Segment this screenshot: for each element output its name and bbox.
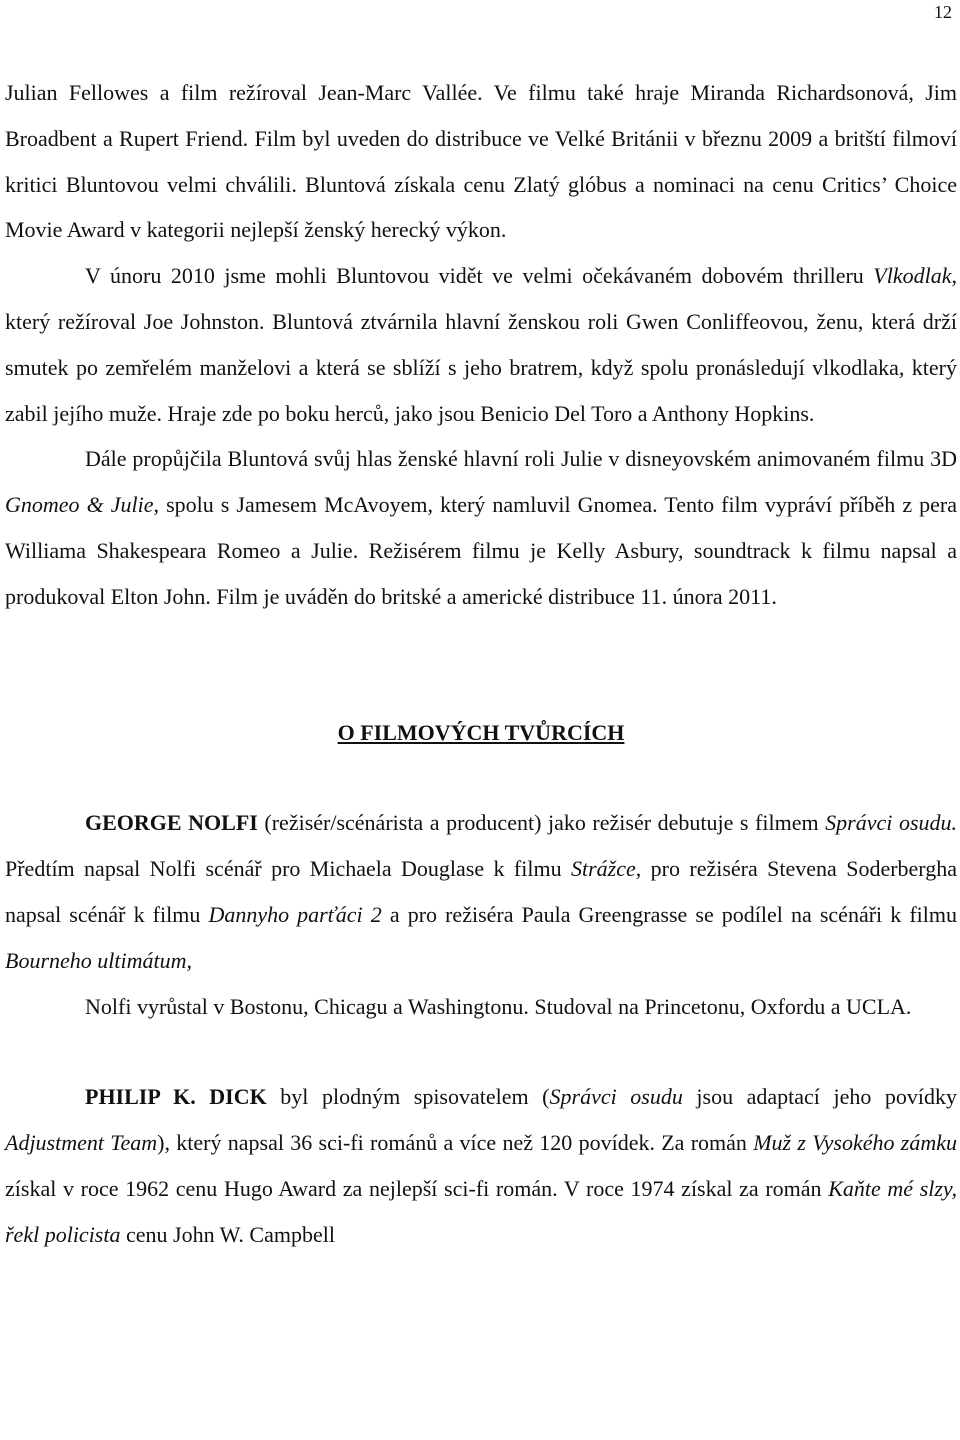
section-heading: O FILMOVÝCH TVŮRCÍCH — [337, 719, 625, 745]
text: , který režíroval Joe Johnston. Bluntová ztvárnila hlavní ženskou roli Gwen Conliffeovou, ženu, která drží smutek po zemřelém manželovi a která se sblíží s jeho bratrem, když spolu pronásledují vlkodlaka, který zabil jejího muže. Hraje zde po boku herců, jako jsou Benicio Del Toro a Anthony Hopkins. — [5, 263, 957, 426]
film-title: Správci osudu. — [825, 810, 958, 836]
novel-title: Muž z Vysokého zámku — [753, 1130, 958, 1156]
film-title: Správci osudu — [549, 1084, 683, 1110]
paragraph-blunt-awards — [5, 70, 957, 253]
paragraph-gnomeo — [5, 436, 957, 619]
film-title: Strážce — [571, 856, 636, 882]
film-title: Vlkodlak — [873, 263, 952, 289]
film-title: Gnomeo & Julie — [5, 492, 154, 518]
text: a pro režiséra Paula Greengrasse se podílel na scénáři k filmu — [381, 901, 957, 927]
paragraph-nolfi — [5, 800, 957, 983]
page-number: 12 — [934, 2, 952, 22]
film-title: Bourneho ultimátum — [5, 947, 187, 973]
paragraph-nolfi-background — [5, 984, 957, 1030]
person-name: GEORGE NOLFI — [85, 810, 258, 836]
film-title: Dannyho parťáci 2 — [208, 901, 382, 927]
text: byl plodným spisovatelem ( — [266, 1084, 550, 1110]
paragraph-wolfman — [5, 253, 957, 436]
text: Julian Fellowes a film režíroval Jean-Marc Vallée. Ve filmu také hraje Miranda Richardsonová, Jim Broadbent a Rupert Friend. Film byl uveden do distribuce ve Velké Británii v březnu 2009 a britští filmoví kritici Bluntovou velmi chválili. Bluntová získala cenu Zlatý glóbus a nominaci na cenu Critics’ Choice Movie Award v kategorii nejlepší ženský herecký výkon. — [5, 80, 957, 243]
text: jsou adaptací jeho povídky — [682, 1084, 958, 1110]
novel-title: Kaňte mé slzy, řekl policista — [5, 1175, 957, 1247]
text: , pro režiséra Stevena Soderbergha napsal scénář k filmu — [5, 856, 957, 927]
text: získal v roce 1962 cenu Hugo Award za nejlepší sci-fi román. V roce 1974 získal za román — [5, 1175, 829, 1201]
text: cenu John W. Campbell — [120, 1221, 335, 1247]
text: (režisér/scénárista a producent) jako režisér debutuje s filmem — [257, 810, 826, 836]
text: , — [186, 947, 192, 973]
document-body — [5, 70, 957, 1258]
text: Předtím napsal Nolfi scénář pro Michaela Douglase k filmu — [5, 856, 571, 882]
person-name: PHILIP K. DICK — [85, 1084, 267, 1110]
story-title: Adjustment Team — [5, 1130, 158, 1156]
paragraph-dick — [5, 1074, 957, 1257]
text: , spolu s Jamesem McAvoyem, který namluvil Gnomea. Tento film vypráví příběh z pera Williama Shakespeara Romeo a Julie. Režisérem filmu je Kelly Asbury, soundtrack k filmu napsal a produkoval Elton John. Film je uváděn do britské a americké distribuce 11. února 2011. — [5, 492, 958, 609]
text: V únoru 2010 jsme mohli Bluntovou vidět ve velmi očekávaném dobovém thrilleru — [85, 263, 874, 289]
text: Dále propůjčila Bluntová svůj hlas ženské hlavní roli Julie v disneyovském animovaném filmu 3D — [85, 446, 957, 472]
text: Nolfi vyrůstal v Bostonu, Chicagu a Washingtonu. Studoval na Princetonu, Oxfordu a UCLA. — [85, 993, 912, 1019]
text: ), který napsal 36 sci-fi románů a více než 120 povídek. Za román — [157, 1130, 754, 1156]
